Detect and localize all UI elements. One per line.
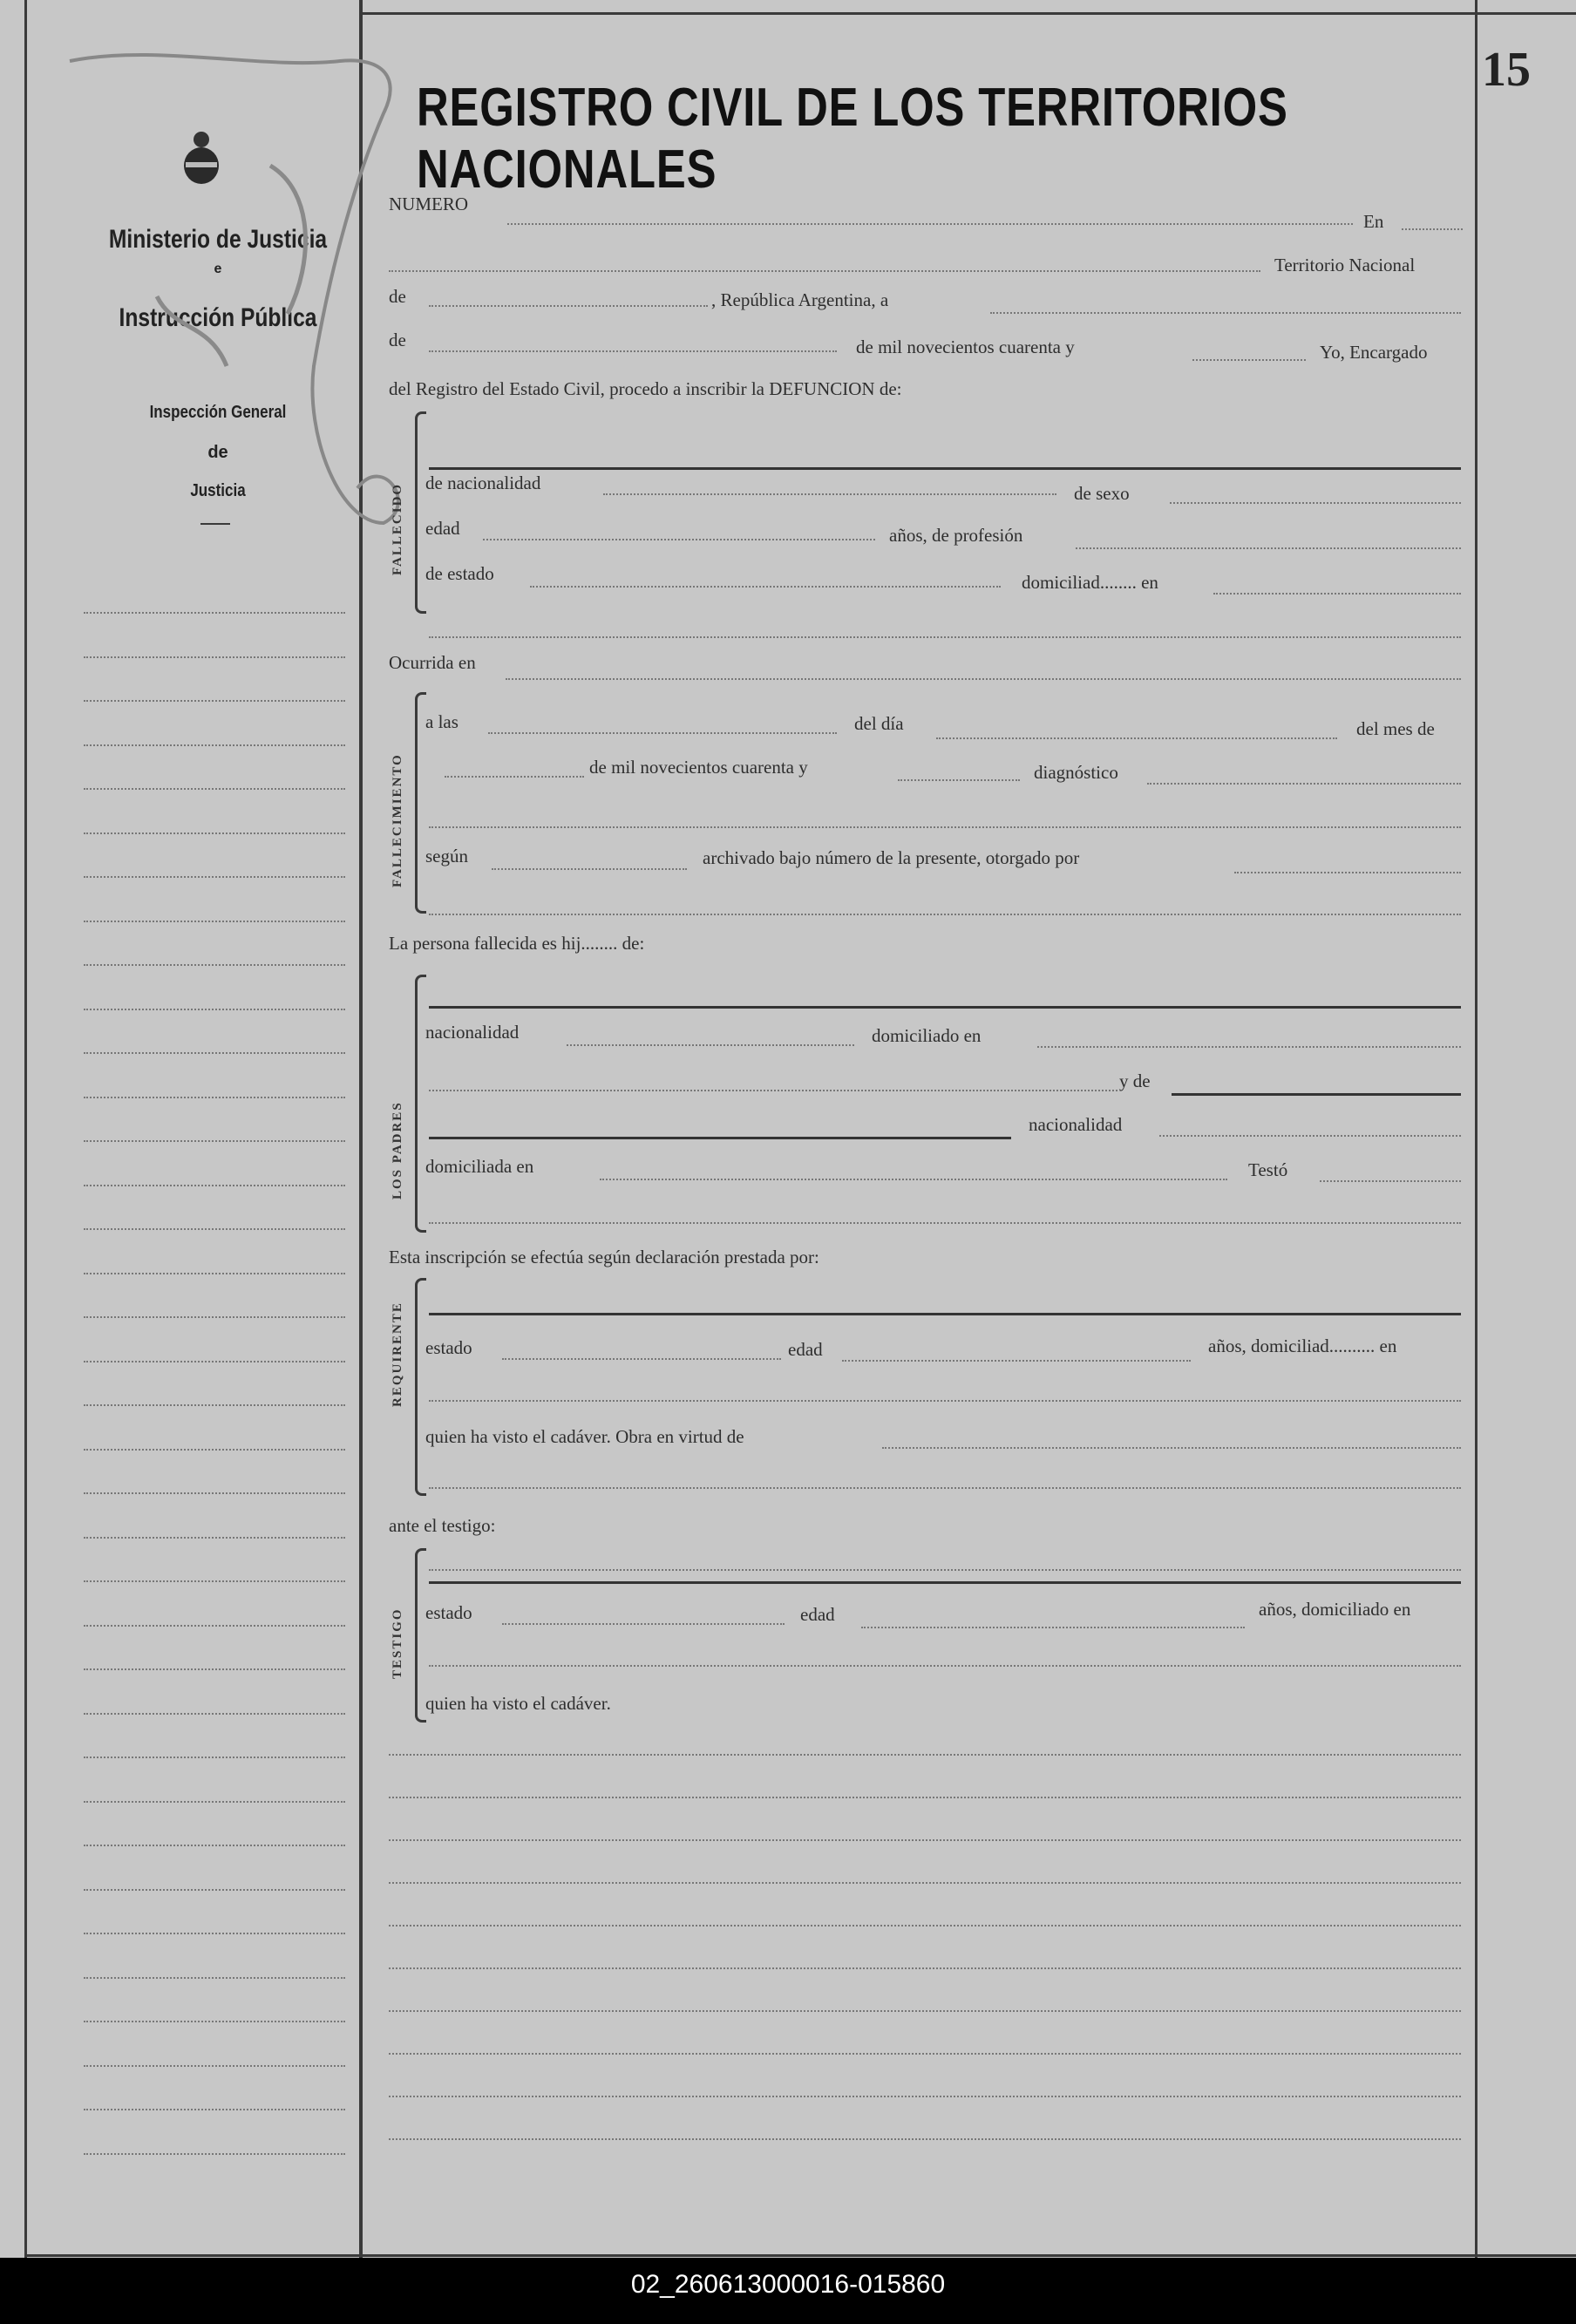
domiciliad-field [1213,593,1461,595]
sidebar-ruled-line [84,1273,345,1274]
edad-label: edad [425,518,460,539]
main-ruled-line [389,1797,1461,1798]
sidebar-ruled-line [84,1977,345,1979]
del-mes-label: del mes de [1356,718,1435,739]
top-edge-line [359,12,1576,15]
nacionalidad-field-2 [567,1044,854,1046]
diagnostico-label: diagnóstico [1034,762,1118,783]
madre-name-line-1 [1172,1093,1461,1096]
de-mil-field-2 [898,779,1020,781]
segun-field [492,868,687,870]
padres-line-extra [429,1222,1461,1224]
sidebar-ruled-line [84,656,345,658]
sidebar-ruled-line [84,1668,345,1670]
sidebar-ruled-line [84,832,345,834]
bottom-edge-line [24,2254,1576,2257]
estado-field [502,1358,781,1360]
sidebar-ruled-line [84,1537,345,1539]
testigo-name-dots [429,1569,1461,1571]
anos-domiciliado-label: años, domiciliado en [1259,1599,1411,1620]
otorgado-field [1234,872,1461,873]
sidebar-ruled-line [84,2153,345,2155]
sidebar-ruled-line [84,1625,345,1627]
domiciliado-en-label: domiciliado en [872,1025,982,1046]
page-edge-line [24,0,27,2258]
diagnostico-line-2 [429,826,1461,828]
sidebar-ruled-line [84,2065,345,2067]
sidebar-ruled-line [84,1185,345,1186]
estado-label: estado [425,1337,472,1358]
requirente-brace [415,1278,426,1496]
requirente-label: REQUIRENTE [391,1301,404,1407]
a-las-label: a las [425,711,459,732]
archivado-label: archivado bajo número de la presente, otorgado por [703,847,1080,868]
signature-scribble [52,35,401,575]
republica-field [990,312,1461,314]
requirente-name-line [429,1313,1461,1315]
numero-label: NUMERO [389,194,469,214]
sidebar-ruled-line [84,612,345,614]
sidebar-ruled-line [84,921,345,922]
nacionalidad-label-3: nacionalidad [1029,1114,1123,1135]
de-mil-label: de mil novecientos cuarenta y [856,336,1075,357]
de-mil-field [1192,359,1306,361]
edad-label-3: edad [800,1604,835,1625]
main-ruled-line [389,1882,1461,1884]
sidebar-ruled-line [84,788,345,790]
inspection-line-1: Inspección General [149,403,287,422]
padre-domicilio-line [429,1090,1117,1091]
segun-label: según [425,846,468,866]
obra-field [882,1447,1461,1449]
domicilio-line [429,636,1461,638]
padres-label: LOS PADRES [391,1101,404,1199]
main-ruled-line [389,1839,1461,1841]
sidebar-ruled-line [84,1845,345,1846]
de-sexo-field [1170,502,1461,504]
persona-fallecida-label: La persona fallecida es hij........ de: [389,933,645,954]
requirente-domicilio-line [429,1400,1461,1402]
otorgado-line-2 [429,914,1461,915]
nacionalidad-field-3 [1159,1135,1461,1137]
edad-field-2 [842,1360,1191,1362]
domiciliada-en-label: domiciliada en [425,1156,534,1177]
sidebar-ruled-line [84,1801,345,1803]
edad-label-2: edad [788,1339,823,1360]
yo-encargado-label: Yo, Encargado [1320,342,1428,363]
profesion-field [1076,547,1461,549]
inspection-line-2: Justicia [190,481,246,500]
sidebar-ruled-line [84,744,345,746]
fallecido-label: FALLECIDO [391,482,404,575]
sidebar-ruled-line [84,2021,345,2022]
sidebar-ruled-line [84,1449,345,1451]
sidebar-ruled-line [84,1713,345,1715]
main-ruled-line [389,1925,1461,1926]
testigo-domicilio-line [429,1665,1461,1667]
ocurrida-label: Ocurrida en [389,652,476,673]
del-registro-label: del Registro del Estado Civil, procedo a inscribir la DEFUNCION de: [389,378,902,399]
sidebar-ruled-line [84,1228,345,1230]
main-ruled-line [389,1967,1461,1969]
de-mil-label-2: de mil novecientos cuarenta y [589,757,808,778]
main-ruled-line [389,2053,1461,2055]
sidebar-ruled-line [84,1316,345,1318]
republica-label: , República Argentina, a [711,289,889,310]
sidebar-ruled-line [84,1889,345,1891]
madre-name-line-2 [429,1137,1011,1139]
ocurrida-field [506,678,1461,680]
inscripcion-label: Esta inscripción se efectúa según declaración prestada por: [389,1247,819,1267]
de-field-2 [429,350,837,352]
diagnostico-field [1147,783,1461,785]
sidebar-ruled-line [84,1361,345,1362]
fallecimiento-label: FALLECIMIENTO [391,753,404,887]
sidebar-ruled-line [84,876,345,878]
quien-visto-obra-label: quien ha visto el cadáver. Obra en virtud de [425,1426,744,1447]
page-title: REGISTRO CIVIL DE LOS TERRITORIOS NACIONALES [417,78,1288,200]
sidebar-ruled-line [84,700,345,702]
del-dia-field [936,737,1337,739]
testigo-label: TESTIGO [391,1607,404,1679]
de-estado-field [530,586,1001,588]
anos-domiciliad-label: años, domiciliad.......... en [1208,1335,1397,1356]
numero-field [507,223,1353,225]
page-number: 15 [1482,43,1531,97]
de-sexo-label: de sexo [1074,483,1130,504]
sidebar-ruled-line [84,1097,345,1098]
sidebar-ruled-line [84,964,345,966]
domiciliada-en-field [600,1179,1227,1180]
padre-name-line [429,1006,1461,1009]
footer-bar [0,2258,1576,2324]
quien-visto-label: quien ha visto el cadáver. [425,1693,611,1714]
fallecido-name-line [429,467,1461,470]
main-ruled-line [389,2010,1461,2012]
sidebar-ruled-line [84,1052,345,1054]
y-de-label: y de [1119,1070,1151,1091]
right-margin-line [1475,0,1478,2258]
estado-label-2: estado [425,1602,472,1623]
del-mes-field [445,776,584,778]
ante-testigo-label: ante el testigo: [389,1515,496,1536]
territorio-label: Territorio Nacional [1274,255,1416,275]
nacionalidad-label-2: nacionalidad [425,1022,520,1043]
testo-label: Testó [1248,1159,1288,1180]
sidebar-ruled-line [84,1933,345,1934]
anos-profesion-label: años, de profesión [889,525,1023,546]
line-2-field [389,270,1260,272]
sidebar-ruled-line [84,1580,345,1582]
sidebar-ruled-line [84,1492,345,1494]
en-label: En [1363,211,1384,232]
testigo-name-line [429,1581,1461,1584]
en-field [1402,228,1463,230]
de-label-1: de [389,286,406,307]
main-ruled-line [389,2096,1461,2097]
sidebar-ruled-line [84,1404,345,1406]
ministry-line-2: Instrucción Pública [119,303,317,332]
ministry-line-1: Ministerio de Justicia [108,225,328,254]
domiciliad-label: domiciliad........ en [1022,572,1158,593]
del-dia-label: del día [854,713,904,734]
de-label-2: de [389,330,406,350]
testo-field [1320,1180,1461,1182]
inspection-de: de [207,443,228,462]
de-field-1 [429,305,708,307]
main-ruled-line [389,1754,1461,1756]
domiciliado-en-field [1037,1046,1461,1048]
main-ruled-line [389,2138,1461,2140]
sidebar-ruled-line [84,1140,345,1142]
ministry-e: e [214,262,222,276]
padres-brace [415,975,426,1233]
de-estado-label: de estado [425,563,494,584]
nacionalidad-field [603,493,1056,495]
sidebar-ruled-line [84,1009,345,1010]
obra-line-2 [429,1487,1461,1489]
sidebar-ruled-line [84,2109,345,2110]
edad-field-3 [861,1627,1245,1628]
nacionalidad-label: de nacionalidad [425,472,541,493]
edad-field [483,539,875,540]
sidebar-ruled-line [84,1757,345,1758]
image-id-label: 02_260613000016-015860 [630,2270,946,2299]
estado-field-2 [502,1623,785,1625]
a-las-field [488,732,837,734]
